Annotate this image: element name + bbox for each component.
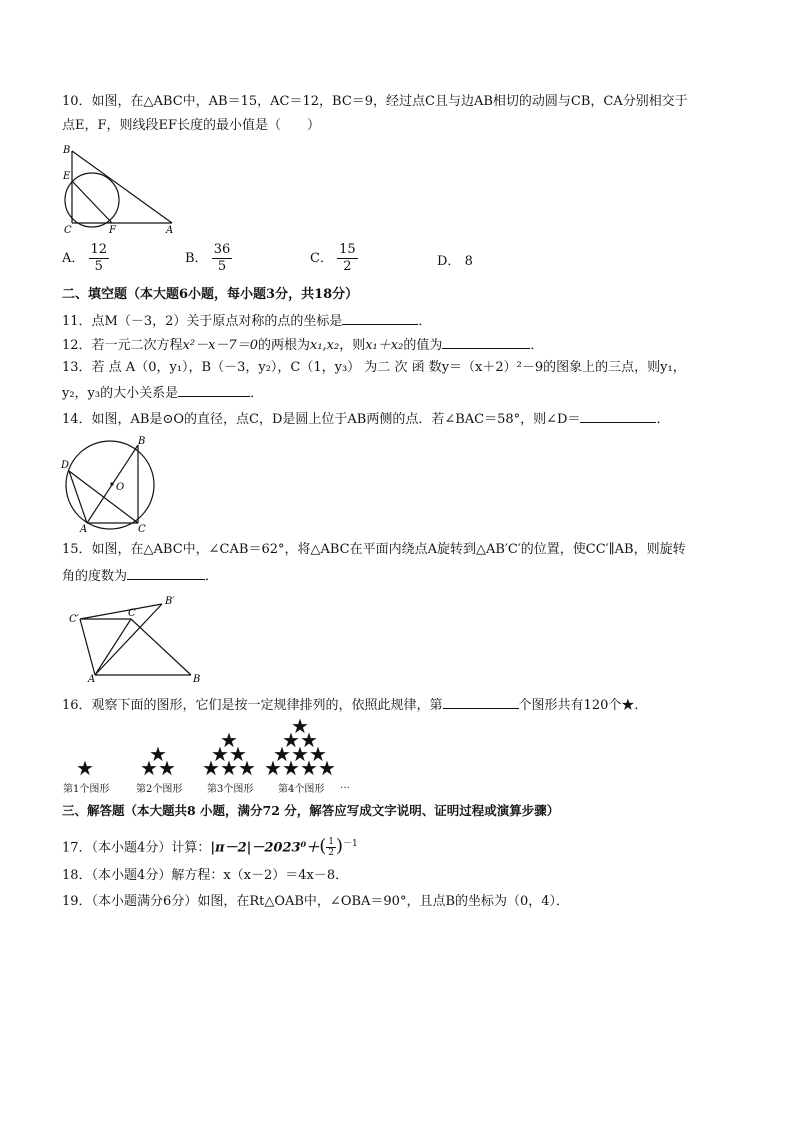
q14-answer-blank[interactable] — [580, 408, 656, 423]
q15-answer-blank[interactable] — [127, 565, 205, 580]
q10-option-c — [310, 242, 358, 275]
q16-caption-4: 第4个图形 — [278, 784, 325, 795]
q16-star-fig4: ★ — [300, 756, 318, 780]
q15-segment-c-b — [131, 619, 191, 675]
q18: 18．（本小题4分）解方程：x（x－2）＝4x－8． — [62, 868, 349, 883]
q10-option-b-letter: B． — [185, 251, 208, 266]
q10-option-b — [185, 242, 232, 275]
section-3-heading: 三、解答题（本大题共8 小题，满分72 分，解答应写成文字说明、证明过程或演算步骤） — [62, 803, 560, 818]
q15-label-c-prime: C′ — [69, 614, 79, 625]
q16-pre: 16．观察下面的图形，它们是按一定规律排列的，依照此规律，第 — [62, 698, 443, 713]
q10-label-e: E — [63, 171, 71, 182]
q16-answer-blank[interactable] — [443, 694, 519, 709]
q10-label-a: A — [166, 225, 174, 235]
q11-text: 11．点M（－3，2）关于原点对称的点的坐标是 — [62, 314, 343, 329]
q13-line2-text: y₂，y₃的大小关系是 — [62, 386, 179, 401]
q15-label-c: C — [128, 608, 136, 619]
q10-option-c-letter: C． — [310, 251, 333, 266]
q16-star-fig4: ★ — [300, 728, 318, 752]
q17-paren-close: ) — [336, 835, 344, 857]
q15-label-b: B — [193, 674, 201, 684]
q19: 19．（本小题满分6分）如图，在Rt△OAB中，∠OBA＝90°，且点B的坐标为（0，4）． — [62, 894, 570, 909]
q10-side-ba — [72, 151, 172, 223]
q15-figure — [64, 592, 214, 684]
q14 — [62, 408, 670, 430]
q16-star-fig3: ★ — [229, 742, 247, 766]
q14-label-a: A — [80, 524, 88, 533]
q10-option-c-fraction: $\frac{15}{2}$ — [339, 242, 356, 274]
q13-answer-blank[interactable] — [178, 382, 250, 397]
q16-star-fig4: ★ — [318, 756, 336, 780]
q15-label-b-prime: B′ — [165, 596, 175, 607]
q16-star-fig4: ★ — [282, 728, 300, 752]
q10-line1: 10．如图，在△ABC中，AB＝15，AC＝12，BC＝9，经过点C且与边AB相切的动圆与CB，CA分别相交于 — [62, 94, 688, 109]
section-2-heading: 二、填空题（本大题6小题，每小题3分，共18分） — [62, 287, 359, 302]
q13-end: ． — [250, 386, 264, 401]
q14-label-o: O — [116, 482, 125, 493]
q10-segment-ef — [72, 181, 112, 223]
q10-option-d-letter: D． — [437, 254, 461, 269]
q13-line1: 13．若 点 A（0，y₁），B（－3，y₂），C（1，y₃） 为二 次 函 数y＝（x＋2）²－9的图象上的三点，则y₁， — [62, 360, 686, 375]
q16-star-fig2: ★ — [158, 756, 176, 780]
q16-star-fig2: ★ — [140, 756, 158, 780]
q14-circle-o — [66, 441, 154, 529]
q10-option-a-fraction: $\frac{12}{5}$ — [90, 242, 108, 274]
q14-figure — [58, 433, 163, 533]
q10-line2: 点E，F，则线段EF长度的最小值是（ ） — [62, 118, 321, 133]
q14-text: 14．如图，AB是⊙O的直径，点C，D是圆上位于AB两侧的点．若∠BAC＝58°，则∠D＝ — [62, 412, 581, 427]
q16-star-fig4: ★ — [309, 742, 327, 766]
q16-star-fig4: ★ — [291, 714, 309, 738]
q10-label-f: F — [109, 225, 116, 235]
q12-pre: 12．若一元二次方程 — [62, 338, 183, 353]
q11-answer-blank[interactable] — [342, 310, 418, 325]
q13-line2 — [62, 382, 263, 404]
q16-star-fig3: ★ — [211, 742, 229, 766]
q11-end: ． — [418, 314, 432, 329]
q15-end: ． — [205, 569, 219, 584]
q12-equation: x²－x－7＝0 — [182, 338, 258, 353]
q12-end: ． — [530, 338, 544, 353]
q16-star-fig4: ★ — [291, 742, 309, 766]
q12-expression: x₁＋x₂ — [365, 338, 404, 353]
q14-center-dot — [110, 482, 113, 485]
q15-line2-text: 角的度数为 — [62, 569, 128, 584]
q16-caption-1: 第1个图形 — [63, 784, 110, 795]
q10-option-d-value: 8 — [464, 254, 473, 269]
q16-star-fig4: ★ — [264, 756, 282, 780]
q14-label-b: B — [138, 436, 146, 447]
q12 — [62, 334, 543, 356]
q16 — [62, 694, 647, 716]
q12-mid: 的两根为 — [257, 338, 310, 353]
q12-roots: x₁,x₂ — [309, 338, 340, 353]
q17-paren-frac: ( — [319, 835, 327, 857]
q14-label-c: C — [138, 524, 146, 533]
q10-option-a — [62, 242, 109, 275]
q10-option-d — [437, 252, 473, 272]
q16-star-fig3: ★ — [220, 728, 238, 752]
q16-star-fig3: ★ — [220, 756, 238, 780]
q16-star-fig3: ★ — [238, 756, 256, 780]
q10-option-a-letter: A． — [62, 251, 85, 266]
q17-expression: |π－2|－2023⁰＋ — [210, 840, 320, 856]
q16-star-fig2: ★ — [149, 742, 167, 766]
q16-star-fig4: ★ — [282, 756, 300, 780]
q15-segment-a-c — [95, 619, 131, 675]
q11 — [62, 310, 431, 332]
q14-label-d: D — [61, 460, 70, 471]
q16-star-fig4: ★ — [273, 742, 291, 766]
q10-label-c: C — [64, 225, 72, 235]
q12-post: 的值为 — [403, 338, 443, 353]
q15-label-a: A — [88, 674, 96, 684]
q16-star-fig3: ★ — [202, 756, 220, 780]
q16-star-fig1: ★ — [76, 756, 94, 780]
q16-ellipsis: … — [340, 780, 350, 791]
q16-caption-3: 第3个图形 — [207, 784, 254, 795]
q12-answer-blank[interactable] — [442, 334, 530, 349]
q17-pre: 17．（本小题4分）计算： — [62, 840, 211, 856]
q17-fraction: $\frac{1}{2}$ — [328, 837, 334, 859]
q14-segment-dc — [69, 471, 138, 523]
q10-label-b: B — [63, 145, 71, 156]
q10-option-b-fraction: $\frac{36}{5}$ — [213, 242, 231, 274]
q10-figure — [60, 143, 185, 235]
q12-mid2: ，则 — [339, 338, 366, 353]
q16-post: 个图形共有120个★． — [518, 698, 648, 713]
q17-exponent: －1 — [343, 839, 358, 849]
q14-end: ． — [656, 412, 670, 427]
q16-caption-2: 第2个图形 — [136, 784, 183, 795]
q15-line1: 15．如图，在△ABC中，∠CAB＝62°，将△ABC在平面内绕点A旋转到△AB′C′的位置，使CC′∥AB，则旋转 — [62, 542, 686, 557]
q15-line2 — [62, 565, 218, 587]
q10-moving-circle — [65, 173, 119, 227]
q17 — [62, 834, 358, 858]
q15-segment-a-c1 — [80, 619, 95, 675]
